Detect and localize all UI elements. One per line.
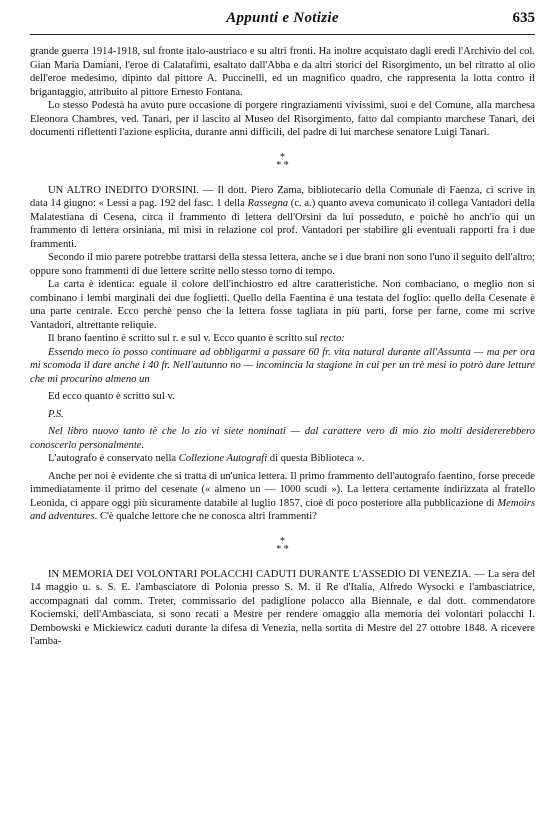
quoted-text: Essendo meco io posso continuare ad obbligarmi a passare 60 fr. vita natural durante all'Assunta — ma per ora mi scomoda il dare anche i 40 fr. Nell'autunno no — incomincia la stagione in cui per un trè mesi io potrò dare letture che mi procurino almeno un bbox=[30, 346, 535, 385]
paragraph: L'autografo è conservato nella Collezione Autografi di questa Biblioteca ». bbox=[48, 453, 365, 464]
section-separator: * * * bbox=[276, 535, 289, 555]
page-number: 635 bbox=[512, 10, 535, 26]
article-body bbox=[30, 45, 535, 649]
paragraph: grande guerra 1914-1918, sul fronte italo-austriaco e su altri fronti. Ha inoltre acquistato dagli eredi l'Archivio del col. Gian Maria Damiani, l'eroe di Calatafimi, esaltato dall'Abba e da altri storici del Risorgimento, un bel ritratto al olio dell'eroe medesimo, dipinto dal pittore A. Puccinelli, ed un magnifico quadro, che rappresenta la lotta contro il brigantaggio, attribuito al pittore Ernesto Fontana. bbox=[30, 46, 535, 98]
paragraph: Ed ecco quanto è scritto sul v. bbox=[48, 391, 175, 402]
paragraph: Il brano faentino è scritto sul r. e sul v. Ecco quanto è scritto sul recto: bbox=[48, 333, 345, 344]
paragraph: Lo stesso Podestà ha avuto pure occasione di porgere ringraziamenti vivissimi, suoi e del Comune, alla marchesa Eleonora Chambres, ved. Tanari, per il lascito al Museo del Risorgimento, fatto dal compianto marchese Tanari, dei documenti riflettenti l'azione esplicita, durante anni difficili, del padre di lui marchese senatore Luigi Tanari. bbox=[30, 100, 535, 138]
document-page bbox=[30, 0, 535, 649]
postscript-label: P.S. bbox=[48, 408, 64, 420]
paragraph: La carta è identica: eguale il colore dell'inchiostro ed altre caratteristiche. Non combaciano, o meglio non si combinano i lembi marginali dei due foglietti. Quello della Faentina è una testata del foglio: quello della Cesenate è una parte centrale. Ecco perchè penso che la lettera fosse tagliata in più parti, forse per farne, come mi scrive Vantadori, altrettante reliquie. bbox=[30, 279, 535, 331]
paragraph: Secondo il mio parere potrebbe trattarsi della stessa lettera, anche se i due brani non sono l'uno il seguito dell'altro; oppure sono frammenti di due lettere scritte nello stesso torno di tempo. bbox=[30, 252, 535, 277]
paragraph: UN ALTRO INEDITO D'ORSINI. — Il dott. Piero Zama, bibliotecario della Comunale di Faenza, ci scrive in data 14 giugno: « Lessi a pag. 192 del fasc. 1 della Rassegna (c. a.) quanto aveva comunicato il collega Vantadori della Malatestiana di Cesena, circa il frammento di lettera dell'Orsini da lui posseduto, e poichè ho anch'io qui un frammento di lettera orsiniana, mi misi in relazione col prof. Vantadori per stabilire gli eventuali rapporti fra i due frammenti. bbox=[30, 184, 535, 250]
running-title: Appunti e Notizie bbox=[226, 10, 339, 26]
paragraph: IN MEMORIA DEI VOLONTARI POLACCHI CADUTI DURANTE L'ASSEDIO DI VENEZIA. — La sera del 14 maggio u. s. S. E. l'ambasciatore di Polonia presso S. M. il Re d'Italia, Alfredo Wysocki e l'ambasciatrice, accompagnati dal comm. Treter, commissario del padiglione polacco alla Biennale, e dal dott. commendatore Kociemski, dell'Ambasciata, si sono recati a Mestre per rendere omaggio alla memoria dei volontari polacchi I. Dembowski e Mickiewicz caduti durante la difesa di Venezia, nella sortita di Mestre del 27 ottobre 1848. A ricevere l'amba- bbox=[30, 568, 535, 647]
running-header bbox=[30, 4, 535, 35]
paragraph: Anche per noi è evidente che si tratta di un'unica lettera. Il primo frammento dell'autografo faentino, forse precede immediatamente il primo del cesenate (« almeno un — 1000 scudi »). La lettera certamente indirizzata al fratello Leonida, ci appare oggi più sicuramente databile al luglio 1857, cioè di poco posteriore alla pubblicazione di Memoirs and adventures. C'è qualche lettore che ne conosca altri frammenti? bbox=[30, 470, 535, 522]
section-separator: * * * bbox=[276, 151, 289, 171]
quoted-text: Nel libro nuovo tanto tè che lo zio vi siete nominati — dal carattere vero di mio zio molti desidererebbero conoscerlo personalmente. bbox=[30, 426, 535, 451]
